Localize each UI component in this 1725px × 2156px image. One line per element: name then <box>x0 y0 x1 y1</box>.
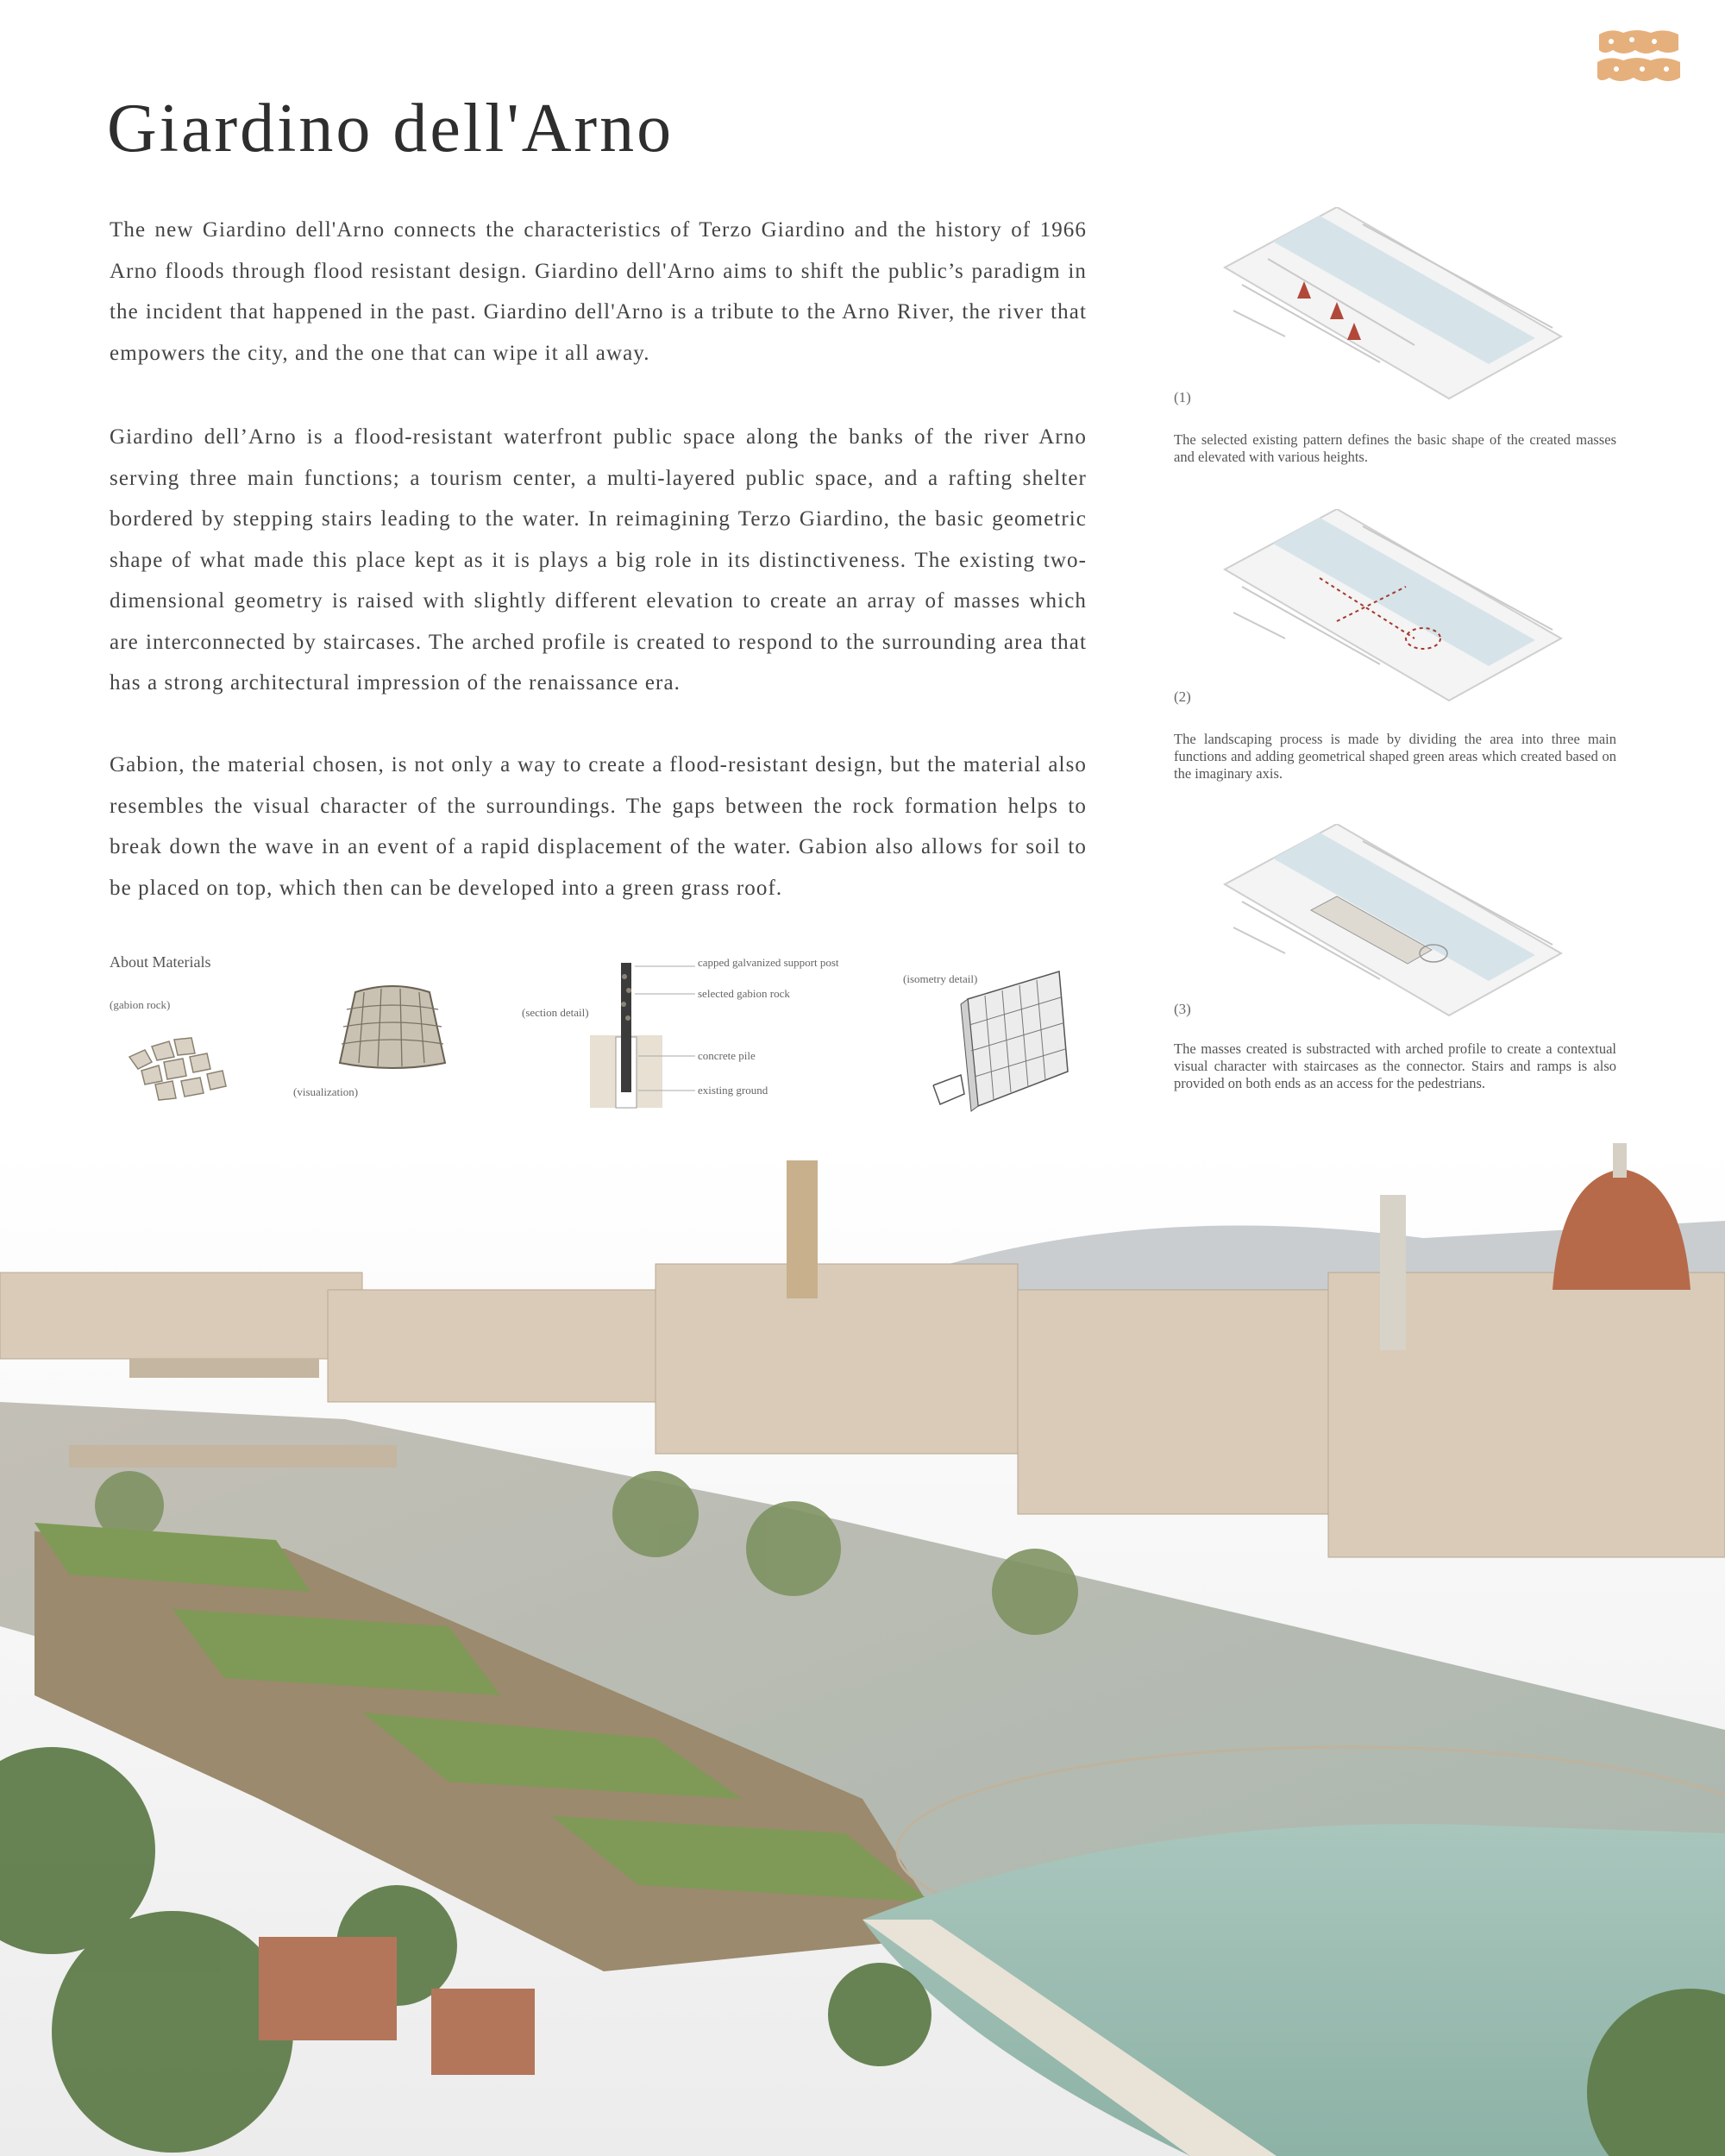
materials-heading: About Materials <box>110 953 211 971</box>
gabion-visualization-illustration <box>338 984 447 1070</box>
diagram-1-caption: The selected existing pattern defines the basic shape of the created masses and elevated with various heights. <box>1174 431 1616 465</box>
diagram-2-caption: The landscaping process is made by dividing the area into three main functions and adding geometrical shaped green areas which created based on the imaginary axis. <box>1174 731 1616 782</box>
intro-paragraph: The new Giardino dell'Arno connects the characteristics of Terzo Giardino and the history of 1966 Arno floods through flood resistant design. Giardino dell'Arno aims to shift the public’s paradigm in the incident that happened in the past. Giardino dell'Arno is a tribute to the Arno River, the river that empowers the city, and the one that can wipe it all away. <box>110 218 1087 365</box>
material-paragraph: Gabion, the material chosen, is not only a way to create a flood-resistant design, but the material also resembles the visual character of the surroundings. The gaps between the rock formation helps to break down the wave in an event of a rapid displacement of the water. Gabion also allows for soil to be placed on top, which then can be developed into a green grass roof. <box>110 753 1087 900</box>
diagram-2-landscaping-axis <box>1208 509 1570 707</box>
page-title: Giardino dell'Arno <box>107 91 674 167</box>
isometry-detail-drawing <box>930 965 1076 1116</box>
diagram-3-arched-masses <box>1208 824 1570 1022</box>
callout-existing-ground: existing ground <box>698 1084 768 1097</box>
gabion-rock-illustration <box>121 1031 233 1109</box>
concept-paragraph: Giardino dell’Arno is a flood-resistant waterfront public space along the banks of the river Arno serving three main functions; a tourism center, a multi-layered public space, and a rafting shelter bordered by stepping stairs leading to the water. In reimagining Terzo Giardino, the basic geometric shape of what made this place kept as it is plays a big role in its distinctiveness. The existing two-dimensional geometry is raised with slightly different elevation to create an array of masses which are interconnected by staircases. The arched profile is created to respond to the surrounding area that has a strong architectural impression of the renaissance era. <box>110 425 1087 695</box>
callout-support-post: capped galvanized support post <box>698 956 839 969</box>
diagram-3-number: (3) <box>1174 1001 1191 1017</box>
section-detail-label: (section detail) <box>522 1006 589 1019</box>
diagram-2-number: (2) <box>1174 688 1191 705</box>
callout-concrete-pile: concrete pile <box>698 1049 756 1062</box>
gabion-logo-icon <box>1594 26 1684 90</box>
riverfront-render-illustration <box>0 1143 1725 2156</box>
diagram-1-number: (1) <box>1174 389 1191 405</box>
diagram-1-mass-elevation <box>1208 207 1570 405</box>
visualization-label: (visualization) <box>293 1085 359 1098</box>
isometry-detail-label: (isometry detail) <box>903 972 978 985</box>
gabion-rock-label: (gabion rock) <box>110 998 171 1011</box>
diagram-3-caption: The masses created is substracted with arched profile to create a contextual visual character with staircases as the connector. Stairs and ramps is also provided on both ends as an access for the pedestrians. <box>1174 1040 1616 1091</box>
callout-gabion-rock: selected gabion rock <box>698 987 790 1000</box>
section-detail-drawing <box>586 959 707 1110</box>
